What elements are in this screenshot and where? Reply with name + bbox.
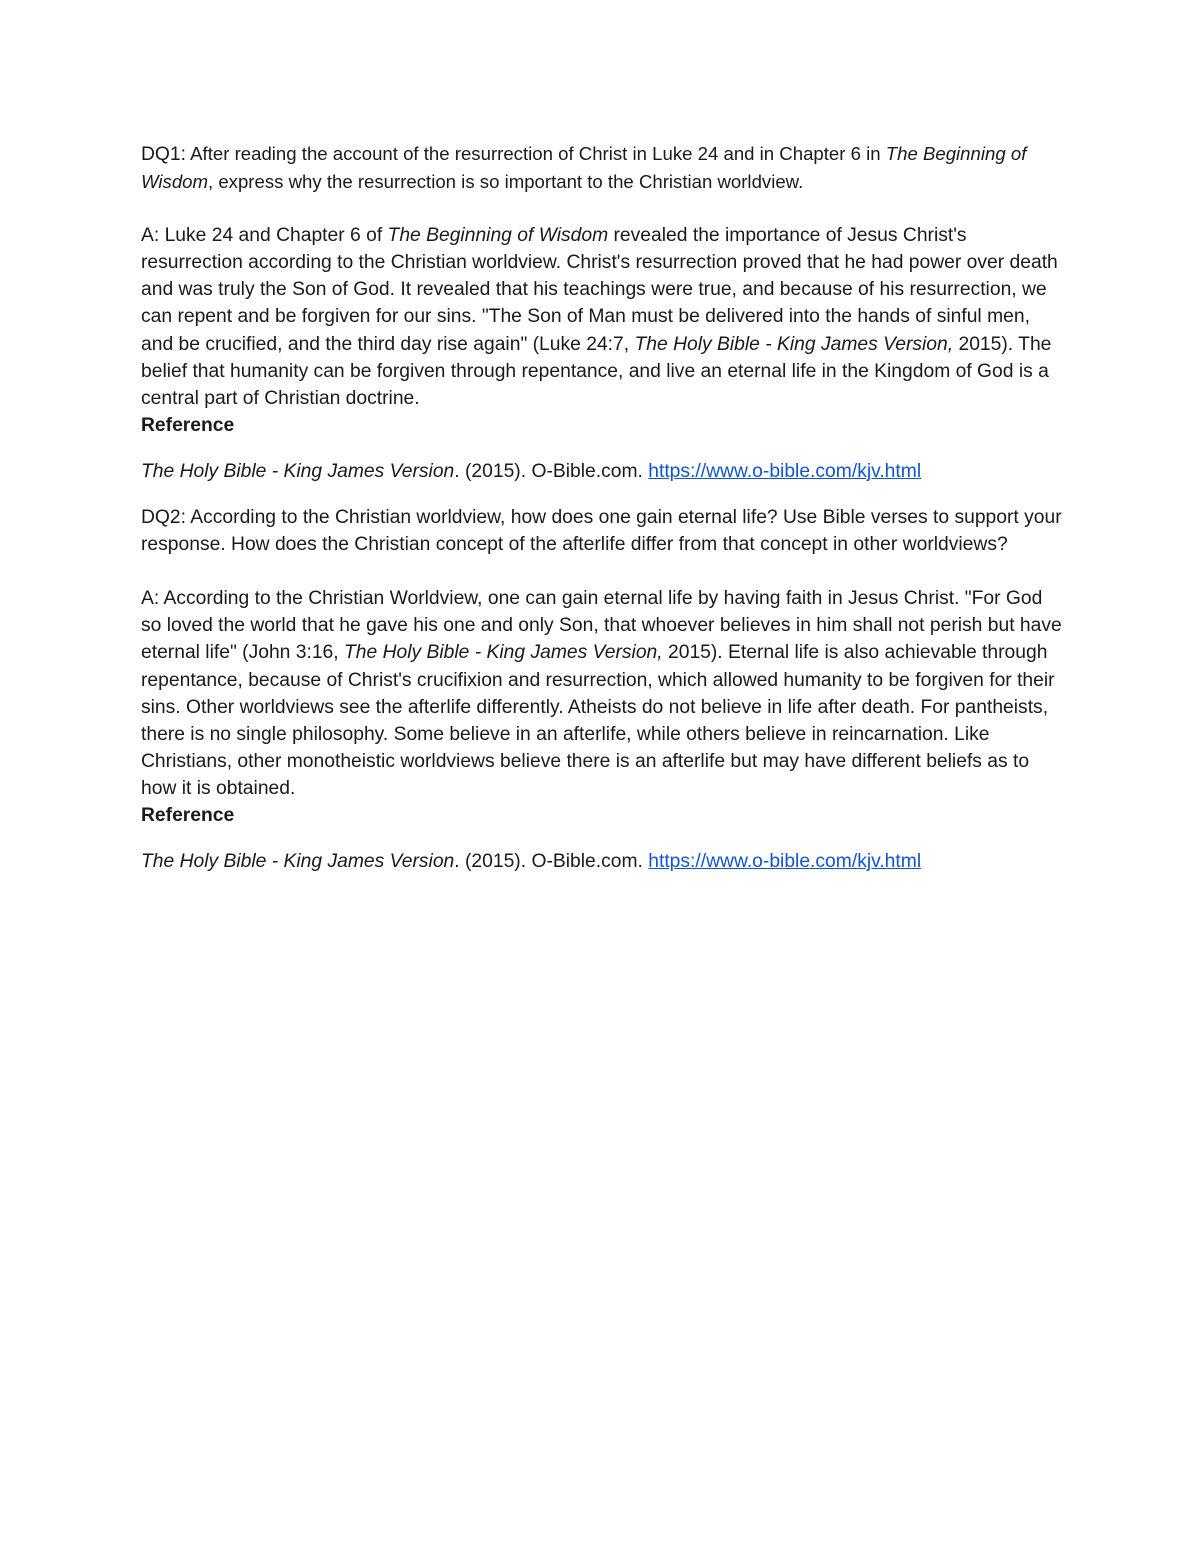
dq1-question-book-title: The Beginning of Wisdom <box>141 143 1027 193</box>
dq1-reference-text: . (2015). O-Bible.com. <box>454 460 649 482</box>
dq2-reference-heading: Reference <box>141 804 235 826</box>
dq1-reference-title: The Holy Bible - King James Version <box>141 460 455 482</box>
dq1-answer-text-1: A: Luke 24 and Chapter 6 of <box>141 225 388 247</box>
dq1-label: DQ1: <box>141 144 187 165</box>
dq2-answer <box>141 585 1066 802</box>
dq2-answer-text-1: A: According to the Christian Worldview, one can gain eternal life by having faith in Jesus Christ. "For God so loved the world that he gave his one and only Son, that whoever believes in him shall not perish but have eternal life" (John 3:16, <box>141 588 1062 664</box>
dq1-answer-book-title: The Beginning of Wisdom <box>387 225 609 247</box>
dq2-answer-text-2: 2015). Eternal life is also achievable through repentance, because of Christ's crucifixion and resurrection, which allowed humanity to be forgiven for their sins. Other worldviews see the afterlife differently. Atheists do not believe in life after death. For pantheists, there is no single philosophy. Some believe in an afterlife, while others believe in reincarnation. Like Christians, other monotheistic worldviews believe there is an afterlife but may have different beliefs as to how it is obtained. <box>141 642 1055 799</box>
blank-line <box>141 558 1066 585</box>
dq1-question <box>141 140 1066 195</box>
dq1-reference-entry <box>141 458 1066 485</box>
dq2-reference-link[interactable]: https://www.o-bible.com/kjv.html <box>648 851 922 873</box>
dq1-question-text-2: , express why the resurrection is so important to the Christian worldview. <box>208 171 804 193</box>
dq1-reference-heading: Reference <box>141 414 235 436</box>
dq1-answer-text-3: 2015). The belief that humanity can be forgiven through repentance, and live an eternal life in the Kingdom of God is a central part of Christian doctrine. <box>141 333 1052 409</box>
dq2-reference-entry <box>141 848 1066 875</box>
dq1-answer-text-2: revealed the importance of Jesus Christ's resurrection according to the Christian worldview. Christ's resurrection proved that he had power over death and was truly the Son of God. It revealed that his teachings were true, and because of his resurrection, we can repent and be forgiven for our sins. "The Son of Man must be delivered into the hands of sinful men, and be crucified, and the third day rise again" (Luke 24:7, <box>141 225 1058 355</box>
dq2-question: DQ2: According to the Christian worldview, how does one gain eternal life? Use Bible verses to support your response. How does the Christian concept of the afterlife differ from that concept in other worldviews? <box>141 507 1062 556</box>
dq1-reference-link[interactable]: https://www.o-bible.com/kjv.html <box>648 460 922 482</box>
dq2-reference-title: The Holy Bible - King James Version <box>141 851 455 873</box>
blank-line <box>141 195 1066 222</box>
dq1-question-text-1: After reading the account of the resurrection of Christ in Luke 24 and in Chapter 6 in <box>186 143 886 164</box>
dq1-answer-citation-title: The Holy Bible - King James Version, <box>634 333 954 355</box>
dq2-answer-citation-title: The Holy Bible - King James Version, <box>344 642 663 664</box>
dq2-reference-text: . (2015). O-Bible.com. <box>454 851 649 873</box>
dq1-answer <box>141 222 1066 412</box>
document-page <box>141 140 1066 875</box>
